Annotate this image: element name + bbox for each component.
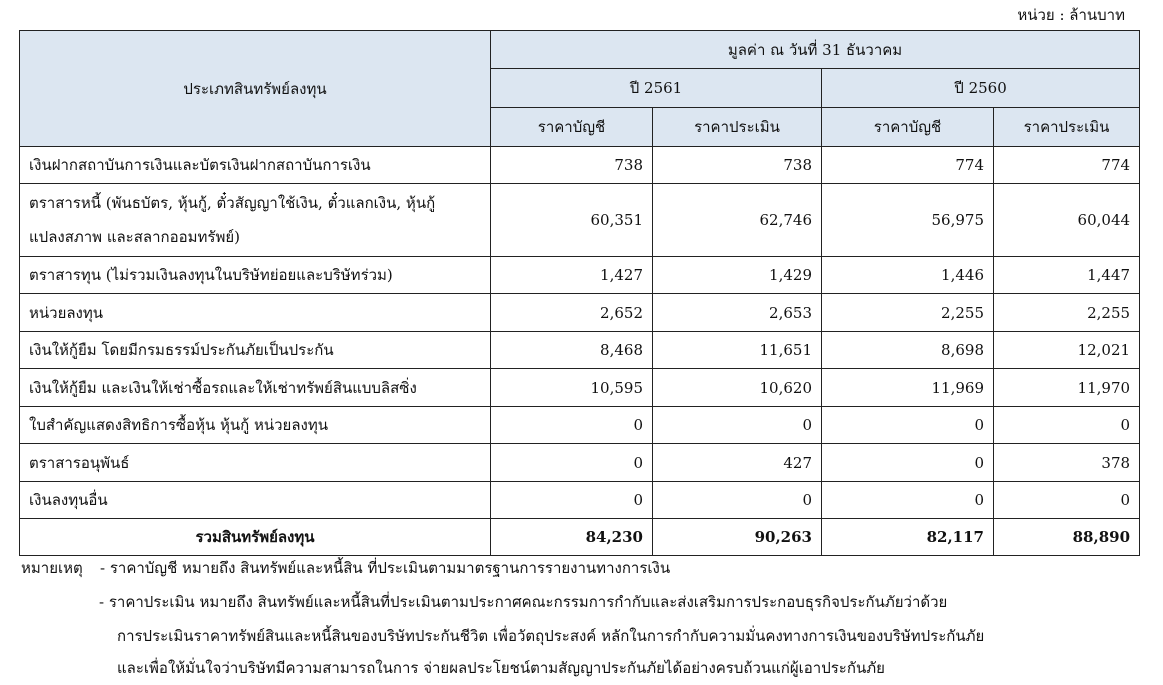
notes-heading: หมายเหตุ xyxy=(21,559,83,577)
row-label: เงินให้กู้ยืม และเงินให้เช่าซื้อรถและให้เช่าทรัพย์สินแบบลิสซิ่ง xyxy=(20,369,491,407)
cell-value: 0 xyxy=(994,482,1140,519)
cell-value: 0 xyxy=(822,482,994,519)
total-value: 82,117 xyxy=(822,519,994,556)
table-row xyxy=(20,257,1140,294)
cell-value: 1,427 xyxy=(491,257,653,294)
cell-value: 0 xyxy=(653,407,822,444)
total-label: รวมสินทรัพย์ลงทุน xyxy=(20,519,491,556)
header-year-2560: ปี 2560 xyxy=(822,69,1140,108)
note-line-book-value: - ราคาบัญชี หมายถึง สินทรัพย์และหนี้สิน ที่ประเมินตามมาตรฐานการรายงานทางการเงิน xyxy=(100,559,671,577)
total-value: 84,230 xyxy=(491,519,653,556)
cell-value: 56,975 xyxy=(822,184,994,257)
row-label: ใบสำคัญแสดงสิทธิการซื้อหุ้น หุ้นกู้ หน่วยลงทุน xyxy=(20,407,491,444)
row-label: ตราสารอนุพันธ์ xyxy=(20,444,491,482)
cell-value: 0 xyxy=(994,407,1140,444)
cell-value: 0 xyxy=(822,444,994,482)
table-row xyxy=(20,332,1140,369)
subheader-book-value-2560: ราคาบัญชี xyxy=(822,108,994,147)
cell-value: 10,620 xyxy=(653,369,822,407)
table-row xyxy=(20,147,1140,184)
cell-value: 378 xyxy=(994,444,1140,482)
table-row xyxy=(20,444,1140,482)
cell-value: 1,429 xyxy=(653,257,822,294)
cell-value: 0 xyxy=(491,407,653,444)
cell-value: 0 xyxy=(822,407,994,444)
cell-value: 2,652 xyxy=(491,294,653,332)
total-value: 88,890 xyxy=(994,519,1140,556)
unit-label: หน่วย : ล้านบาท xyxy=(1017,6,1125,24)
note-line-appraised-value-cont2: และเพื่อให้มั่นใจว่าบริษัทมีความสามารถในการ จ่ายผลประโยชน์ตามสัญญาประกันภัยได้อย่างครบถ้วนแก่ผู้เอาประกันภัย xyxy=(117,659,885,677)
row-label: ตราสารทุน (ไม่รวมเงินลงทุนในบริษัทย่อยและบริษัทร่วม) xyxy=(20,257,491,294)
row-label: หน่วยลงทุน xyxy=(20,294,491,332)
cell-value: 8,698 xyxy=(822,332,994,369)
cell-value: 774 xyxy=(822,147,994,184)
cell-value: 11,970 xyxy=(994,369,1140,407)
table-row xyxy=(20,369,1140,407)
subheader-book-value-2561: ราคาบัญชี xyxy=(491,108,653,147)
header-value-as-of: มูลค่า ณ วันที่ 31 ธันวาคม xyxy=(491,31,1140,69)
row-label xyxy=(20,184,491,257)
header-category: ประเภทสินทรัพย์ลงทุน xyxy=(20,31,491,147)
cell-value: 2,255 xyxy=(822,294,994,332)
cell-value: 774 xyxy=(994,147,1140,184)
cell-value: 0 xyxy=(491,482,653,519)
cell-value: 12,021 xyxy=(994,332,1140,369)
row-label: เงินลงทุนอื่น xyxy=(20,482,491,519)
cell-value: 1,447 xyxy=(994,257,1140,294)
table-row xyxy=(20,294,1140,332)
table-row xyxy=(20,482,1140,519)
cell-value: 738 xyxy=(491,147,653,184)
row-label: เงินให้กู้ยืม โดยมีกรมธรรม์ประกันภัยเป็นประกัน xyxy=(20,332,491,369)
cell-value: 10,595 xyxy=(491,369,653,407)
note-line-appraised-value: - ราคาประเมิน หมายถึง สินทรัพย์และหนี้สินที่ประเมินตามประกาศคณะกรรมการกำกับและส่งเสริมการประกอบธุรกิจประกันภัยว่าด้วย xyxy=(99,593,948,611)
cell-value: 60,044 xyxy=(994,184,1140,257)
table-row xyxy=(20,184,1140,257)
subheader-appraised-value-2561: ราคาประเมิน xyxy=(653,108,822,147)
investment-assets-table xyxy=(19,30,1140,556)
cell-value: 427 xyxy=(653,444,822,482)
total-value: 90,263 xyxy=(653,519,822,556)
cell-value: 1,446 xyxy=(822,257,994,294)
cell-value: 738 xyxy=(653,147,822,184)
cell-value: 11,651 xyxy=(653,332,822,369)
cell-value: 60,351 xyxy=(491,184,653,257)
header-year-2561: ปี 2561 xyxy=(491,69,822,108)
note-line-appraised-value-cont: การประเมินราคาทรัพย์สินและหนี้สินของบริษัทประกันชีวิต เพื่อวัตถุประสงค์ หลักในการกำกับความมั่นคงทางการเงินของบริษัทประกันภัย xyxy=(117,627,985,645)
row-label-line2: แปลงสภาพ และสลากออมทรัพย์) xyxy=(29,228,240,246)
table-row xyxy=(20,407,1140,444)
cell-value: 2,653 xyxy=(653,294,822,332)
cell-value: 2,255 xyxy=(994,294,1140,332)
cell-value: 0 xyxy=(653,482,822,519)
cell-value: 8,468 xyxy=(491,332,653,369)
row-label: เงินฝากสถาบันการเงินและบัตรเงินฝากสถาบันการเงิน xyxy=(20,147,491,184)
row-label-line1: ตราสารหนี้ (พันธบัตร, หุ้นกู้, ตั๋วสัญญาใช้เงิน, ตั๋วแลกเงิน, หุ้นกู้ xyxy=(29,194,436,212)
cell-value: 0 xyxy=(491,444,653,482)
cell-value: 11,969 xyxy=(822,369,994,407)
total-row xyxy=(20,519,1140,556)
subheader-appraised-value-2560: ราคาประเมิน xyxy=(994,108,1140,147)
cell-value: 62,746 xyxy=(653,184,822,257)
